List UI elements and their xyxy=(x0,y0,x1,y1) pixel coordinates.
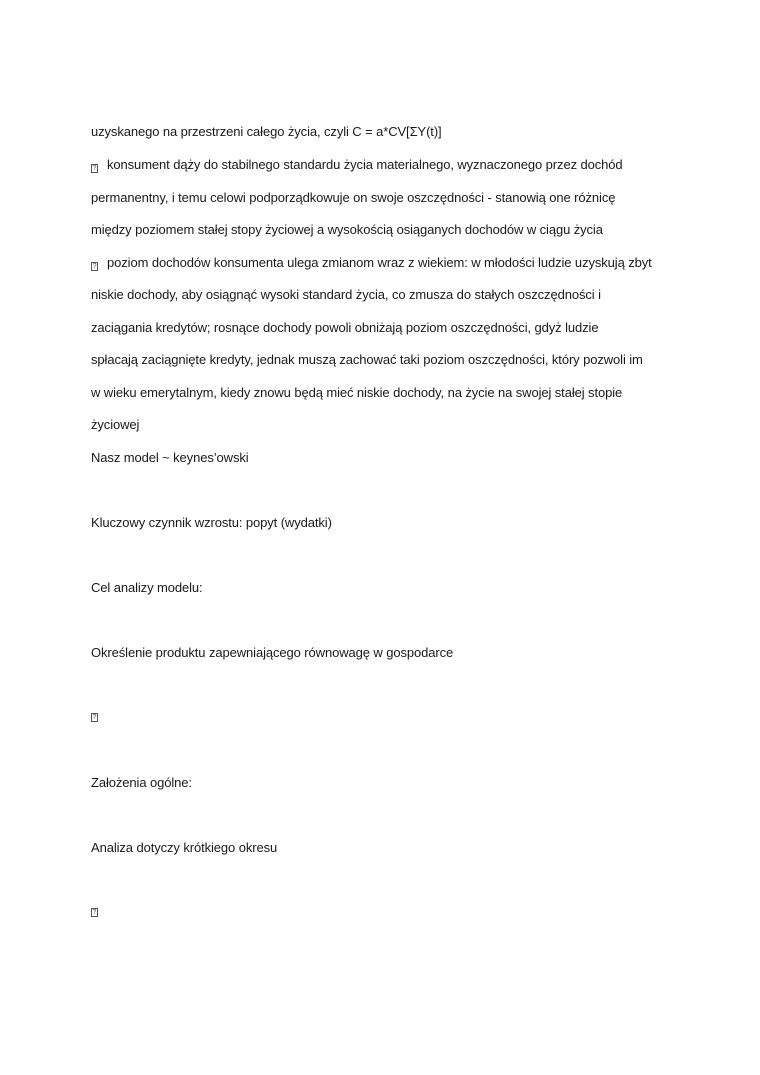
bullet-item xyxy=(91,255,652,271)
analysis-goal: Określenie produktu zapewniającego równowagę w gospodarce xyxy=(91,645,454,660)
text-line: w wieku emerytalnym, kiedy znowu będą mieć niskie dochody, na życie na swojej stałej stopie xyxy=(91,385,623,400)
bullet-item xyxy=(91,157,623,173)
assumption-item: Analiza dotyczy krótkiego okresu xyxy=(91,840,278,855)
model-title: Nasz model ~ keynes’owski xyxy=(91,450,249,465)
missing-glyph-bullet-icon: ? xyxy=(92,714,97,721)
missing-glyph-bullet-icon: ? xyxy=(92,263,97,270)
text-line: permanentny, i temu celowi podporządkowuje on swoje oszczędności - stanowią one różnicę xyxy=(91,190,616,205)
text-line: między poziomem stałej stopy życiowej a wysokością osiąganych dochodów w ciągu życia xyxy=(91,222,603,237)
text-line: życiowej xyxy=(91,417,140,432)
bullet-text: konsument dąży do stabilnego standardu życia materialnego, wyznaczonego przez dochód xyxy=(107,157,623,172)
assumptions-label: Założenia ogólne: xyxy=(91,775,192,790)
missing-glyph-bullet-icon: ? xyxy=(92,909,97,916)
text-line: uzyskanego na przestrzeni całego życia, czyli C = a*CV[ΣY(t)] xyxy=(91,124,442,139)
key-factor: Kluczowy czynnik wzrostu: popyt (wydatki) xyxy=(91,515,332,530)
missing-glyph-bullet-icon: ? xyxy=(92,165,97,172)
text-line: spłacają zaciągnięte kredyty, jednak muszą zachować taki poziom oszczędności, który pozwoli im xyxy=(91,352,643,367)
bullet-text: poziom dochodów konsumenta ulega zmianom wraz z wiekiem: w młodości ludzie uzyskują zbyt xyxy=(107,255,652,270)
text-line: zaciągania kredytów; rosnące dochody powoli obniżają poziom oszczędności, gdyż ludzie xyxy=(91,320,599,335)
text-line: niskie dochody, aby osiągnąć wysoki standard życia, co zmusza do stałych oszczędności i xyxy=(91,287,601,302)
analysis-goal-label: Cel analizy modelu: xyxy=(91,580,203,595)
